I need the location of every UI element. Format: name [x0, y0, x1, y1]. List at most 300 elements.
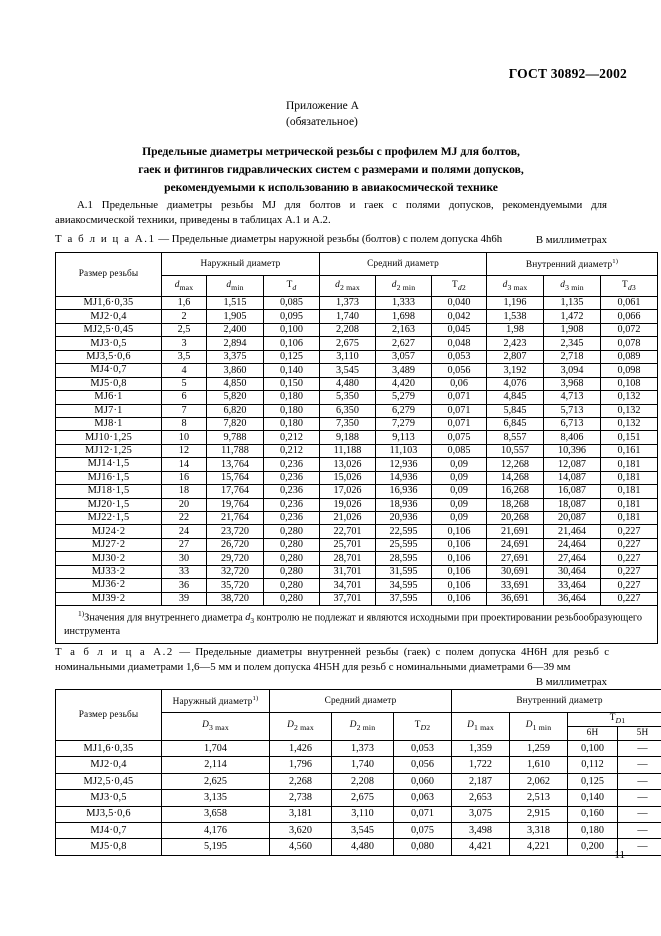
table-a2-units: В миллиметрах	[535, 676, 607, 688]
cell-value: 4,176	[162, 822, 270, 838]
table-row	[56, 741, 661, 757]
cell-thread-size: MJ2,5·0,45	[56, 773, 162, 789]
cell-value: 4,480	[332, 839, 394, 855]
cell-value: —	[618, 806, 661, 822]
cell-thread-size: MJ2·0,4	[56, 310, 162, 323]
cell-thread-size: MJ2·0,4	[56, 757, 162, 773]
cell-value: 7,279	[376, 417, 432, 430]
cell-value: 34,595	[376, 579, 432, 592]
cell-value: 9,113	[376, 431, 432, 444]
cell-thread-size: MJ2,5·0,45	[56, 323, 162, 336]
table-row	[56, 471, 658, 484]
annex-type: (обязательное)	[286, 115, 358, 128]
cell-value: 4,221	[510, 839, 568, 855]
cell-value: 0,132	[601, 404, 658, 417]
cell-value: 14,936	[376, 471, 432, 484]
cell-value: —	[618, 757, 661, 773]
cell-value: 5,713	[544, 404, 601, 417]
cell-value: 2,268	[270, 773, 332, 789]
table-row	[56, 757, 661, 773]
cell-value: 0,042	[432, 310, 487, 323]
cell-value: 0,048	[432, 337, 487, 350]
cell-thread-size: MJ1,6·0,35	[56, 741, 162, 757]
cell-value: 37,595	[376, 592, 432, 605]
cell-value: —	[618, 839, 661, 855]
cell-value: 0,071	[432, 391, 487, 404]
cell-value: 27,691	[487, 552, 544, 565]
cell-value: 31,701	[320, 565, 376, 578]
table-row	[56, 565, 658, 578]
cell-thread-size: MJ27·2	[56, 538, 162, 551]
cell-value: 21,691	[487, 525, 544, 538]
cell-value: 7,820	[207, 417, 264, 430]
cell-value: 6,279	[376, 404, 432, 417]
cell-value: 2,675	[332, 790, 394, 806]
cell-value: 2,163	[376, 323, 432, 336]
cell-value: 3,192	[487, 364, 544, 377]
table-row	[56, 323, 658, 336]
cell-value: 0,106	[432, 579, 487, 592]
table-a2	[55, 689, 661, 856]
footnote-marker-ref: 1)	[612, 257, 619, 265]
cell-value: 3,110	[332, 806, 394, 822]
cell-value: 1,740	[332, 757, 394, 773]
cell-value: 1,135	[544, 297, 601, 310]
cell-value: 1,704	[162, 741, 270, 757]
footnote-symbol: $d_3$	[245, 612, 255, 626]
cell-thread-size: MJ39·2	[56, 592, 162, 605]
cell-value: 2,625	[162, 773, 270, 789]
cell-value: 33,464	[544, 579, 601, 592]
col-header-5h: 5H	[618, 727, 661, 741]
cell-value: 1,722	[452, 757, 510, 773]
cell-value: 20,936	[376, 512, 432, 525]
table-row	[56, 592, 658, 605]
cell-value: 0,106	[432, 525, 487, 538]
table-a2-caption-label: Т а б л и ц а А.2	[55, 646, 174, 658]
cell-value: 0,100	[568, 741, 618, 757]
cell-value: 0,112	[568, 757, 618, 773]
table-row	[56, 822, 661, 838]
cell-value: 1,740	[320, 310, 376, 323]
cell-value: 2,738	[270, 790, 332, 806]
cell-thread-size: MJ3,5·0,6	[56, 350, 162, 363]
cell-value: 3,057	[376, 350, 432, 363]
col-header-D1-min: $D_{1 min}$	[510, 713, 568, 741]
cell-value: 0,072	[601, 323, 658, 336]
cell-value: 14,268	[487, 471, 544, 484]
col-header-d3-min: $d_{3 min}$	[544, 276, 601, 297]
table-row	[56, 773, 661, 789]
col-header-d2-max: $d_{2 max}$	[320, 276, 376, 297]
table-a2-body	[56, 741, 661, 856]
table-row	[56, 485, 658, 498]
cell-value: 0,181	[601, 498, 658, 511]
cell-value: 1,98	[487, 323, 544, 336]
cell-value: 6,845	[487, 417, 544, 430]
cell-value: 0,212	[264, 431, 320, 444]
table-a1-caption-text: — Предельные диаметры наружной резьбы (болтов) с полем допуска 4h6h	[155, 233, 503, 245]
col-header-d-min: $d_{min}$	[207, 276, 264, 297]
cell-value: 5	[162, 377, 207, 390]
cell-value: 2,114	[162, 757, 270, 773]
cell-value: 0,089	[601, 350, 658, 363]
col-group-inner-diameter-label: Внутренний диаметр	[525, 259, 613, 270]
cell-value: 36	[162, 579, 207, 592]
cell-value: 1,472	[544, 310, 601, 323]
cell-value: 9,788	[207, 431, 264, 444]
table-row	[56, 404, 658, 417]
intro-paragraph	[55, 198, 607, 229]
cell-value: 3,181	[270, 806, 332, 822]
col-header-t-d3: $T_{d3}$	[601, 276, 658, 297]
cell-value: 16	[162, 471, 207, 484]
cell-value: 2,187	[452, 773, 510, 789]
cell-value: 0,061	[601, 297, 658, 310]
cell-value: 16,268	[487, 485, 544, 498]
col-header-t-d: $T_d$	[264, 276, 320, 297]
cell-value: 8,406	[544, 431, 601, 444]
cell-value: 3,498	[452, 822, 510, 838]
cell-value: 22,701	[320, 525, 376, 538]
cell-value: 1,259	[510, 741, 568, 757]
cell-value: 21,464	[544, 525, 601, 538]
cell-value: 3,5	[162, 350, 207, 363]
cell-value: 13,764	[207, 458, 264, 471]
cell-value: 12	[162, 444, 207, 457]
table-row	[56, 337, 658, 350]
cell-thread-size: MJ6·1	[56, 391, 162, 404]
cell-value: 0,236	[264, 485, 320, 498]
cell-thread-size: MJ18·1,5	[56, 485, 162, 498]
cell-value: 0,280	[264, 525, 320, 538]
cell-value: 3,094	[544, 364, 601, 377]
cell-value: 8,557	[487, 431, 544, 444]
cell-value: 19,026	[320, 498, 376, 511]
cell-value: 0,09	[432, 512, 487, 525]
cell-value: —	[618, 790, 661, 806]
cell-value: 0,227	[601, 538, 658, 551]
cell-value: 0,09	[432, 471, 487, 484]
cell-value: 27,464	[544, 552, 601, 565]
cell-value: 6	[162, 391, 207, 404]
cell-value: 21,026	[320, 512, 376, 525]
cell-value: 1,333	[376, 297, 432, 310]
cell-value: 0,227	[601, 592, 658, 605]
cell-value: 0,045	[432, 323, 487, 336]
cell-value: 3,110	[320, 350, 376, 363]
cell-thread-size: MJ3·0,5	[56, 790, 162, 806]
cell-value: 1,908	[544, 323, 601, 336]
cell-value: 17,764	[207, 485, 264, 498]
cell-thread-size: MJ3·0,5	[56, 337, 162, 350]
cell-value: 0,06	[432, 377, 487, 390]
cell-value: 1,538	[487, 310, 544, 323]
table-row	[56, 806, 661, 822]
cell-value: 2,807	[487, 350, 544, 363]
cell-value: 36,464	[544, 592, 601, 605]
cell-value: 0,075	[394, 822, 452, 838]
table-a1	[55, 252, 658, 644]
cell-thread-size: MJ5·0,8	[56, 839, 162, 855]
cell-value: 2,675	[320, 337, 376, 350]
cell-value: 0,095	[264, 310, 320, 323]
cell-thread-size: MJ4·0,7	[56, 364, 162, 377]
cell-value: 30,691	[487, 565, 544, 578]
cell-value: 24,464	[544, 538, 601, 551]
cell-value: 17,026	[320, 485, 376, 498]
cell-value: 35,720	[207, 579, 264, 592]
cell-value: 39	[162, 592, 207, 605]
cell-value: 19,764	[207, 498, 264, 511]
cell-value: 1,698	[376, 310, 432, 323]
cell-value: 0,108	[601, 377, 658, 390]
cell-value: 18	[162, 485, 207, 498]
cell-value: 2,345	[544, 337, 601, 350]
cell-value: 0,280	[264, 592, 320, 605]
table-a1-units: В миллиметрах	[535, 234, 607, 246]
cell-value: 25,595	[376, 538, 432, 551]
col-group-inner-diameter	[487, 253, 658, 276]
cell-value: 0,125	[568, 773, 618, 789]
cell-value: 29,720	[207, 552, 264, 565]
cell-value: 0,106	[432, 538, 487, 551]
cell-value: 3,075	[452, 806, 510, 822]
col-header-t-d2: $T_{d2}$	[432, 276, 487, 297]
col-group-inner-diameter: Внутренний диаметр	[452, 690, 661, 713]
cell-value: 0,227	[601, 579, 658, 592]
cell-value: 3,968	[544, 377, 601, 390]
cell-value: 0,200	[568, 839, 618, 855]
standard-number: ГОСТ 30892—2002	[508, 66, 627, 81]
cell-value: 0,227	[601, 552, 658, 565]
cell-value: 30,464	[544, 565, 601, 578]
cell-thread-size: MJ24·2	[56, 525, 162, 538]
table-row	[56, 790, 661, 806]
cell-value: 0,080	[394, 839, 452, 855]
table-row	[56, 458, 658, 471]
cell-thread-size: MJ16·1,5	[56, 471, 162, 484]
table-row	[56, 364, 658, 377]
cell-value: 0,106	[264, 337, 320, 350]
cell-value: 3,545	[320, 364, 376, 377]
cell-value: 7	[162, 404, 207, 417]
table-row	[56, 512, 658, 525]
cell-thread-size: MJ12·1,25	[56, 444, 162, 457]
title-line-3: рекомендуемыми к использованию в авиакосмической технике	[164, 180, 498, 194]
cell-value: 18,087	[544, 498, 601, 511]
cell-value: 0,09	[432, 498, 487, 511]
cell-value: 0,160	[568, 806, 618, 822]
footnote-text-a: Значения для внутреннего диаметра	[84, 612, 246, 624]
col-header-d-max: $d_{max}$	[162, 276, 207, 297]
cell-value: 3,658	[162, 806, 270, 822]
table-row	[56, 297, 658, 310]
cell-value: 12,268	[487, 458, 544, 471]
cell-value: 11,788	[207, 444, 264, 457]
cell-value: 0,140	[264, 364, 320, 377]
intro-text: А.1 Предельные диаметры резьбы MJ для болтов и гаек с полями допусков, рекомендуемыми для авиакосмической техники, приведены в таблицах А.1 и А.2.	[55, 199, 607, 227]
col-header-D2-min: $D_{2 min}$	[332, 713, 394, 741]
cell-value: 0,09	[432, 485, 487, 498]
cell-value: 2,5	[162, 323, 207, 336]
cell-thread-size: MJ33·2	[56, 565, 162, 578]
cell-value: 2,627	[376, 337, 432, 350]
cell-thread-size: MJ3,5·0,6	[56, 806, 162, 822]
cell-value: 0,075	[432, 431, 487, 444]
cell-value: 12,087	[544, 458, 601, 471]
cell-value: 1,515	[207, 297, 264, 310]
cell-value: 0,227	[601, 525, 658, 538]
cell-value: 0,106	[432, 552, 487, 565]
table-row	[56, 444, 658, 457]
cell-value: 22	[162, 512, 207, 525]
cell-value: 6,713	[544, 417, 601, 430]
cell-value: 26,720	[207, 538, 264, 551]
cell-value: 3,545	[332, 822, 394, 838]
cell-value: 30	[162, 552, 207, 565]
cell-value: 3	[162, 337, 207, 350]
page-number: 11	[614, 849, 625, 861]
cell-value: 0,125	[264, 350, 320, 363]
footnote-marker: 1)	[78, 609, 85, 619]
cell-thread-size: MJ10·1,25	[56, 431, 162, 444]
cell-value: 1,426	[270, 741, 332, 757]
cell-value: 32,720	[207, 565, 264, 578]
col-header-D2-max: $D_{2 max}$	[270, 713, 332, 741]
cell-value: 1,373	[332, 741, 394, 757]
cell-value: 33	[162, 565, 207, 578]
col-group-outer-diameter	[162, 690, 270, 713]
cell-value: 0,227	[601, 565, 658, 578]
footnote-marker-ref: 1)	[252, 694, 259, 702]
cell-value: 2,718	[544, 350, 601, 363]
cell-value: 0,09	[432, 458, 487, 471]
cell-value: 0,236	[264, 512, 320, 525]
table-row	[56, 498, 658, 511]
cell-value: 28,701	[320, 552, 376, 565]
cell-value: 5,845	[487, 404, 544, 417]
cell-value: 0,060	[394, 773, 452, 789]
cell-value: 0,140	[568, 790, 618, 806]
cell-value: 0,063	[394, 790, 452, 806]
cell-value: 4,713	[544, 391, 601, 404]
table-row	[56, 525, 658, 538]
cell-value: 0,078	[601, 337, 658, 350]
cell-thread-size: MJ36·2	[56, 579, 162, 592]
cell-value: 20,087	[544, 512, 601, 525]
cell-value: 10,557	[487, 444, 544, 457]
table-a1-footnote-row	[56, 606, 658, 644]
col-group-mid-diameter: Средний диаметр	[270, 690, 452, 713]
cell-value: 0,071	[432, 404, 487, 417]
cell-value: 12,936	[376, 458, 432, 471]
cell-thread-size: MJ30·2	[56, 552, 162, 565]
cell-thread-size: MJ22·1,5	[56, 512, 162, 525]
cell-value: 2,208	[320, 323, 376, 336]
title-line-1: Предельные диаметры метрической резьбы с профилем MJ для болтов,	[142, 145, 520, 158]
cell-value: 4	[162, 364, 207, 377]
footnote-text-b: контролю не подлежат и являются исходными при проектировании резьбообразующего инструмента	[64, 612, 643, 638]
col-header-d2-min: $d_{2 min}$	[376, 276, 432, 297]
cell-value: 0,100	[264, 323, 320, 336]
cell-value: 15,764	[207, 471, 264, 484]
cell-value: 1,905	[207, 310, 264, 323]
cell-value: 0,132	[601, 417, 658, 430]
cell-thread-size: MJ5·0,8	[56, 377, 162, 390]
cell-value: 0,236	[264, 458, 320, 471]
cell-value: 34,701	[320, 579, 376, 592]
table-row	[56, 391, 658, 404]
table-a1-footnote	[56, 606, 658, 644]
annex-label: Приложение А	[286, 100, 359, 112]
cell-value: 1,610	[510, 757, 568, 773]
cell-value: 0,236	[264, 498, 320, 511]
table-a1-body	[56, 297, 658, 606]
cell-value: 36,691	[487, 592, 544, 605]
table-row	[56, 431, 658, 444]
cell-value: 5,279	[376, 391, 432, 404]
cell-value: 0,181	[601, 458, 658, 471]
cell-value: 4,420	[376, 377, 432, 390]
cell-value: 11,188	[320, 444, 376, 457]
table-row	[56, 310, 658, 323]
cell-value: 4,560	[270, 839, 332, 855]
cell-value: 8	[162, 417, 207, 430]
cell-value: 0,085	[264, 297, 320, 310]
cell-value: 0,280	[264, 565, 320, 578]
cell-value: 0,181	[601, 471, 658, 484]
cell-value: 0,280	[264, 552, 320, 565]
cell-value: 3,318	[510, 822, 568, 838]
cell-value: 0,180	[264, 417, 320, 430]
cell-value: 0,040	[432, 297, 487, 310]
cell-value: 0,085	[432, 444, 487, 457]
table-row	[56, 552, 658, 565]
cell-value: —	[618, 741, 661, 757]
cell-value: 0,098	[601, 364, 658, 377]
table-a1-caption-label: Т а б л и ц а А.1	[55, 233, 156, 245]
cell-value: 10	[162, 431, 207, 444]
cell-value: 2,400	[207, 323, 264, 336]
cell-value: 4,480	[320, 377, 376, 390]
cell-value: 20	[162, 498, 207, 511]
cell-value: 5,820	[207, 391, 264, 404]
cell-value: 2,915	[510, 806, 568, 822]
cell-value: 0,056	[432, 364, 487, 377]
col-header-d3-max: $d_{3 max}$	[487, 276, 544, 297]
cell-value: 0,106	[432, 592, 487, 605]
cell-value: 1,6	[162, 297, 207, 310]
cell-thread-size: MJ14·1,5	[56, 458, 162, 471]
cell-value: 20,268	[487, 512, 544, 525]
cell-value: 2,894	[207, 337, 264, 350]
cell-value: 16,087	[544, 485, 601, 498]
cell-value: 14,087	[544, 471, 601, 484]
col-header-D1-max: $D_{1 max}$	[452, 713, 510, 741]
cell-value: 0,180	[264, 404, 320, 417]
cell-value: 6,350	[320, 404, 376, 417]
cell-thread-size: MJ20·1,5	[56, 498, 162, 511]
cell-value: 0,056	[394, 757, 452, 773]
table-a2-caption-text: — Предельные диаметры внутренней резьбы (гаек) с полем допуска 4H6H для резьб с номинальными диаметрами 1,6—5 мм и полем допуска 4H5H для резьб с номинальными диаметрами 6—39 мм	[55, 646, 609, 674]
cell-value: 6,820	[207, 404, 264, 417]
cell-value: 10,396	[544, 444, 601, 457]
col-header-thread-size: Размер резьбы	[56, 690, 162, 741]
annex-block	[286, 99, 359, 130]
cell-value: 0,053	[394, 741, 452, 757]
cell-value: 0,181	[601, 512, 658, 525]
